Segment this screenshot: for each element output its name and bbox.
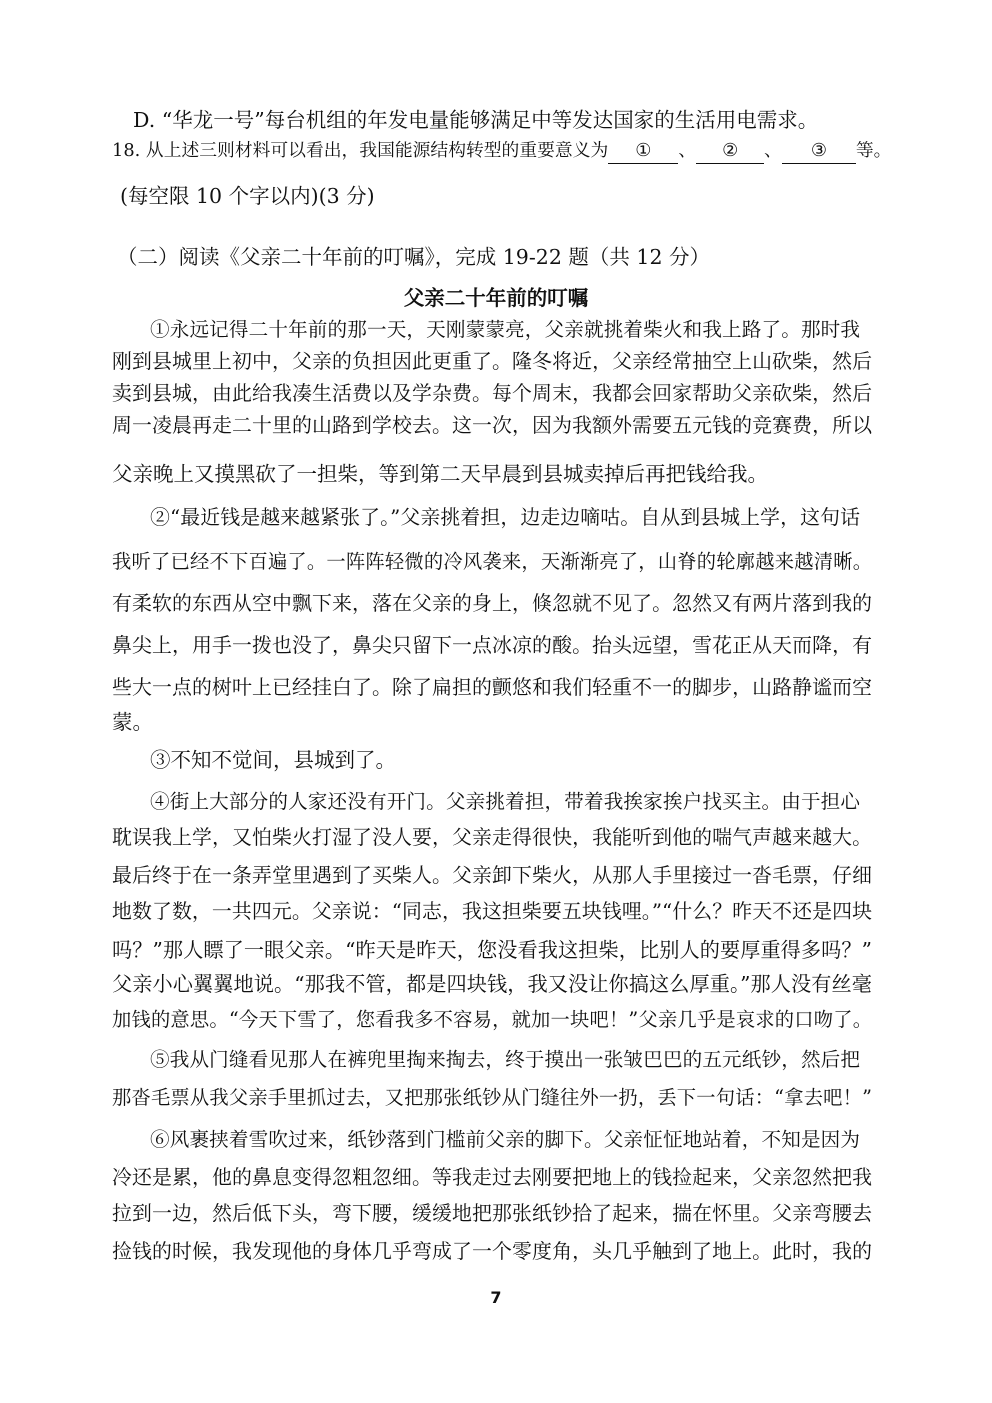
- article-line: 吗？”那人瞟了一眼父亲。“昨天是昨天，您没看我这担柴，比别人的要厚重得多吗？”: [112, 938, 872, 962]
- q18-note: (每空限 10 个字以内)(3 分): [120, 184, 375, 208]
- q18-prefix: 18. 从上述三则材料可以看出，我国能源结构转型的重要意义为: [112, 140, 609, 161]
- article-title: 父亲二十年前的叮嘱: [403, 286, 589, 310]
- article-line: 那沓毛票从我父亲手里抓过去，又把那张纸钞从门缝往外一扔，丢下一句话：“拿去吧！”: [112, 1086, 872, 1109]
- article-line: 卖到县城，由此给我凑生活费以及学杂费。每个周末，我都会回家帮助父亲砍柴，然后: [112, 382, 872, 405]
- q18-blank-1[interactable]: ①: [608, 139, 678, 164]
- article-line: 地数了数，一共四元。父亲说：“同志，我这担柴要五块钱哩。”“什么？昨天不还是四块: [112, 900, 872, 923]
- article-line: 捡钱的时候，我发现他的身体几乎弯成了一个零度角，头几乎触到了地上。此时，我的: [112, 1240, 872, 1263]
- article-line: 最后终于在一条弄堂里遇到了买柴人。父亲卸下柴火，从那人手里接过一沓毛票，仔细: [112, 864, 872, 887]
- article-line: 刚到县城里上初中，父亲的负担因此更重了。隆冬将近，父亲经常抽空上山砍柴，然后: [112, 350, 872, 373]
- article-line: ②“最近钱是越来越紧张了。”父亲挑着担，边走边嘀咕。自从到县城上学，这句话: [150, 506, 860, 529]
- option-d: D. “华龙一号”每台机组的年发电量能够满足中等发达国家的生活用电需求。: [133, 108, 819, 132]
- article-line: ①永远记得二十年前的那一天，天刚蒙蒙亮，父亲就挑着柴火和我上路了。那时我: [150, 318, 860, 341]
- q18-sep-1: 、: [678, 140, 697, 161]
- question-18: [112, 135, 892, 167]
- article-line: 父亲小心翼翼地说。“那我不管，都是四块钱，我又没让你搞这么厚重。”那人没有丝毫: [112, 972, 872, 996]
- q18-blank-3[interactable]: ③: [782, 139, 856, 164]
- article-line: ④街上大部分的人家还没有开门。父亲挑着担，带着我挨家挨户找买主。由于担心: [150, 790, 860, 813]
- article-line: 蒙。: [112, 710, 153, 734]
- q18-suffix: 等。: [855, 140, 892, 161]
- article-line: ⑤我从门缝看见那人在裤兜里掏来掏去，终于摸出一张皱巴巴的五元纸钞，然后把: [150, 1048, 860, 1071]
- article-line: 冷还是累，他的鼻息变得忽粗忽细。等我走过去刚要把地上的钱捡起来，父亲忽然把我: [112, 1166, 872, 1189]
- article-line: 父亲晚上又摸黑砍了一担柴，等到第二天早晨到县城卖掉后再把钱给我。: [112, 462, 768, 486]
- section-heading: （二）阅读《父亲二十年前的叮嘱》，完成 19-22 题（共 12 分）: [117, 245, 710, 269]
- q18-blank-2[interactable]: ②: [696, 139, 764, 164]
- article-line: 鼻尖上，用手一拨也没了，鼻尖只留下一点冰凉的酸。抬头远望，雪花正从天而降，有: [112, 634, 872, 657]
- article-line: 加钱的意思。“今天下雪了，您看我多不容易，就加一块吧！”父亲几乎是哀求的口吻了。: [112, 1008, 872, 1031]
- article-line: 拉到一边，然后低下头，弯下腰，缓缓地把那张纸钞拾了起来，揣在怀里。父亲弯腰去: [112, 1202, 872, 1225]
- article-line: 周一凌晨再走二十里的山路到学校去。这一次，因为我额外需要五元钱的竞赛费，所以: [112, 414, 872, 437]
- article-line: 些大一点的树叶上已经挂白了。除了扁担的颤悠和我们轻重不一的脚步，山路静谧而空: [112, 676, 872, 699]
- article-line: ③不知不觉间，县城到了。: [150, 748, 396, 772]
- article-line: 我听了已经不下百遍了。一阵阵轻微的冷风袭来，天渐渐亮了，山脊的轮廓越来越清晰。: [112, 550, 872, 573]
- q18-sep-2: 、: [764, 140, 782, 161]
- article-line: 耽误我上学，又怕柴火打湿了没人要，父亲走得很快，我能听到他的喘气声越来越大。: [112, 826, 872, 849]
- page-number: 7: [490, 1288, 502, 1307]
- article-line: ⑥风裹挟着雪吹过来，纸钞落到门槛前父亲的脚下。父亲怔怔地站着，不知是因为: [150, 1128, 860, 1151]
- article-line: 有柔软的东西从空中飘下来，落在父亲的身上，倏忽就不见了。忽然又有两片落到我的: [112, 592, 872, 615]
